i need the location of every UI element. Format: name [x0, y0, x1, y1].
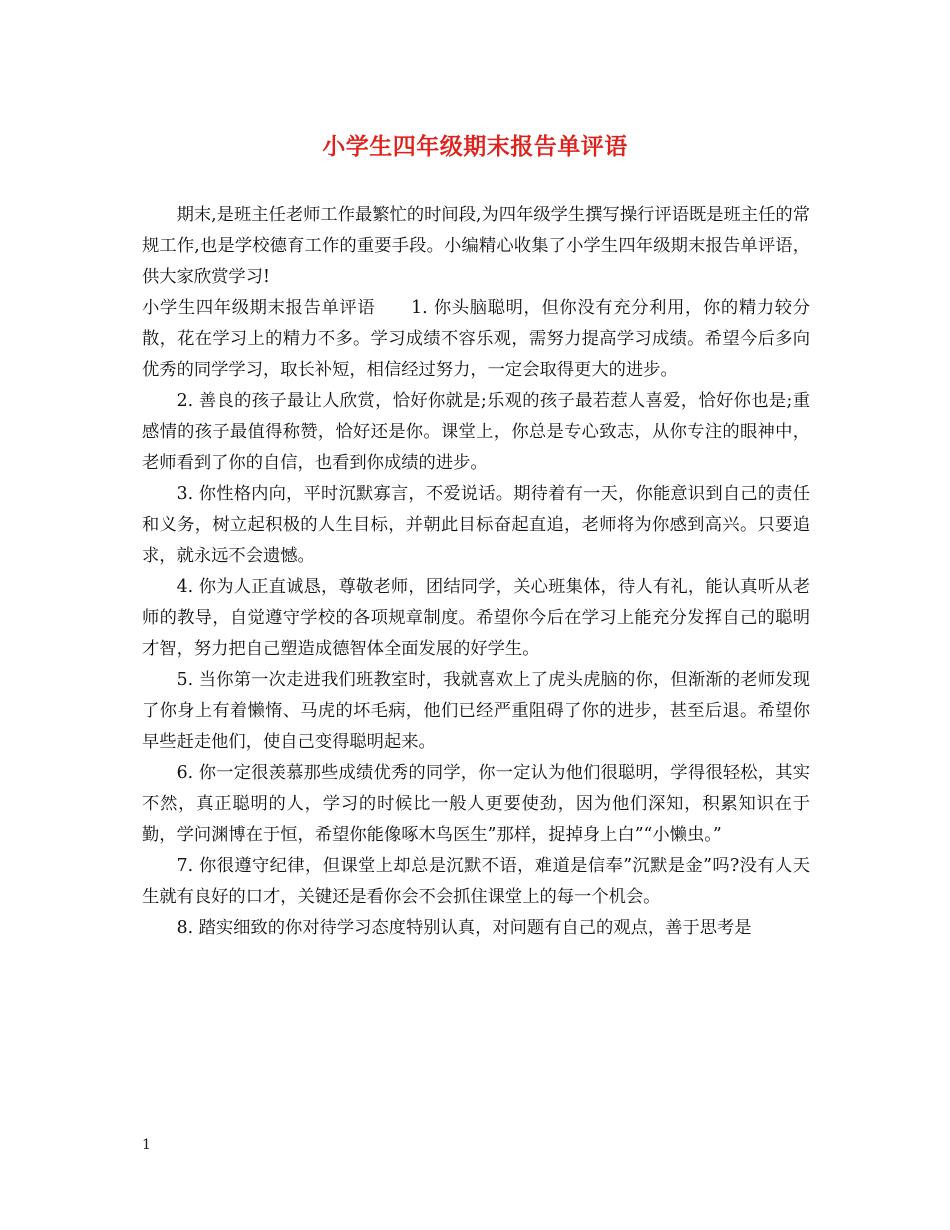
comment-item-3: 3. 你性格内向，平时沉默寡言，不爱说话。期待着有一天，你能意识到自己的责任和义务，树立起积极的人生目标，并朝此目标奋起直追，老师将为你感到高兴。只要追求，就永远不会遗憾。 [142, 484, 810, 566]
section-heading-paragraph: 小学生四年级期末报告单评语 1. 你头脑聪明，但你没有充分利用，你的精力较分散，花在学习上的精力不多。学习成绩不容乐观，需努力提高学习成绩。希望今后多向优秀的同学学习，取长补短，相信经过努力，一定会取得更大的进步。 [142, 298, 810, 380]
intro-paragraph: 期末,是班主任老师工作最繁忙的时间段,为四年级学生撰写操行评语既是班主任的常规工作,也是学校德育工作的重要手段。小编精心收集了小学生四年级期末报告单评语，供大家欣赏学习! [142, 205, 810, 287]
comment-item-5: 5. 当你第一次走进我们班教室时，我就喜欢上了虎头虎脑的你，但渐渐的老师发现了你身上有着懒惰、马虎的坏毛病，他们已经严重阻碍了你的进步，甚至后退。希望你早些赶走他们，使自己变得聪明起来。 [142, 670, 810, 752]
comment-item-6: 6. 你一定很羡慕那些成绩优秀的同学，你一定认为他们很聪明，学得很轻松，其实不然，真正聪明的人，学习的时候比一般人更要使劲，因为他们深知，积累知识在于勤，学问渊博在于恒，希望你能像啄木鸟医生”那样，捉掉身上白”“小懒虫。” [142, 763, 810, 845]
comment-item-8: 8. 踏实细致的你对待学习态度特别认真，对问题有自己的观点，善于思考是 [176, 918, 752, 938]
comment-item-7: 7. 你很遵守纪律，但课堂上却总是沉默不语，难道是信奉”沉默是金”吗?没有人天生就有良好的口才，关键还是看你会不会抓住课堂上的每一个机会。 [142, 856, 810, 907]
comment-item-2: 2. 善良的孩子最让人欣赏，恰好你就是;乐观的孩子最若惹人喜爱，恰好你也是;重感情的孩子最值得称赞，恰好还是你。课堂上，你总是专心致志，从你专注的眼神中，老师看到了你的自信，也看到你成绩的进步。 [142, 391, 810, 473]
comment-item-4: 4. 你为人正直诚恳，尊敬老师，团结同学，关心班集体，待人有礼，能认真听从老师的教导，自觉遵守学校的各项规章制度。希望你今后在学习上能充分发挥自己的聪明才智，努力把自己塑造成德智体全面发展的好学生。 [142, 577, 810, 659]
page-number: 1 [142, 1137, 151, 1153]
document-title: 小学生四年级期末报告单评语 [322, 133, 628, 160]
document-body [142, 200, 810, 944]
